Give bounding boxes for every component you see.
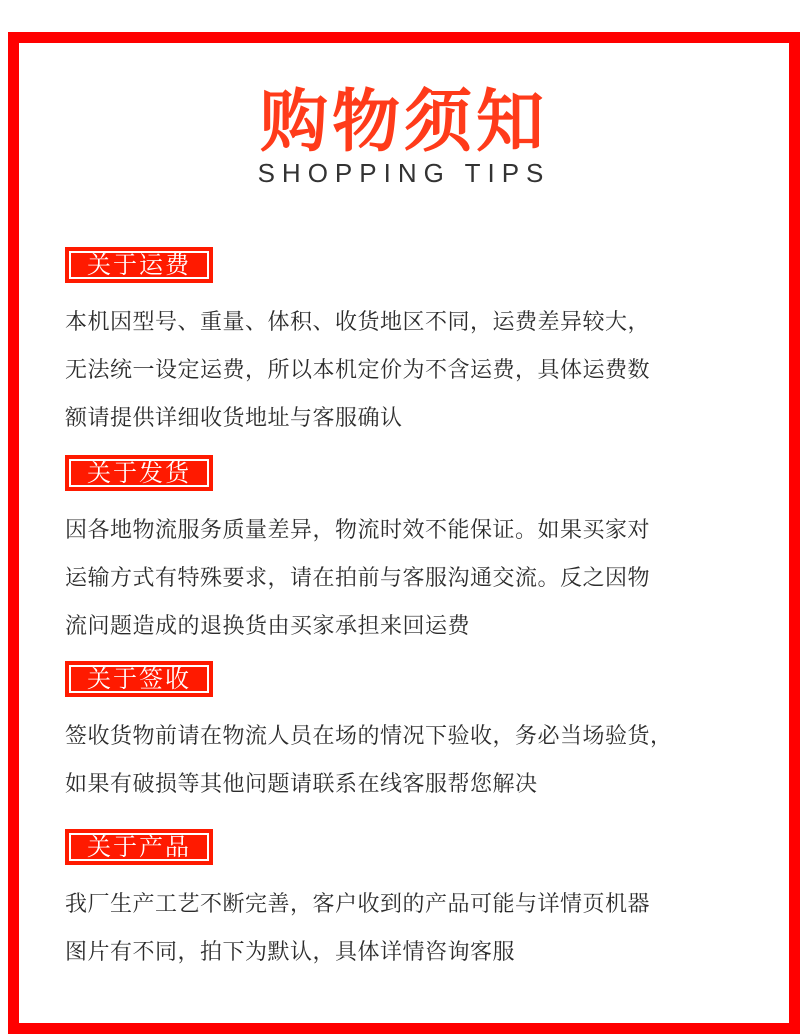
section-body-receipt — [65, 713, 765, 809]
page-title: 购物须知 — [259, 83, 548, 162]
text-line: 图片有不同，拍下为默认，具体详情咨询客服 — [65, 940, 516, 965]
text-line: 流问题造成的退换货由买家承担来回运费 — [65, 614, 471, 639]
text-line: 如果有破损等其他问题请联系在线客服帮您解决 — [65, 772, 538, 797]
section-tag-product: 关于产品 — [65, 829, 213, 865]
section-tag-receipt: 关于签收 — [65, 661, 213, 697]
text-line: 无法统一设定运费，所以本机定价为不含运费，具体运费数 — [65, 358, 651, 383]
text-line: 本机因型号、重量、体积、收货地区不同，运费差异较大， — [65, 310, 651, 335]
section-tag-shipping-fee: 关于运费 — [65, 247, 213, 283]
section-body-shipping-fee — [65, 299, 765, 443]
text-line: 因各地物流服务质量差异，物流时效不能保证。如果买家对 — [65, 518, 651, 543]
section-body-product — [65, 881, 765, 977]
text-line: 签收货物前请在物流人员在场的情况下验收，务必当场验货， — [65, 724, 673, 749]
page-subtitle: SHOPPING TIPS — [257, 158, 551, 188]
text-line: 额请提供详细收货地址与客服确认 — [65, 406, 403, 431]
text-line: 我厂生产工艺不断完善，客户收到的产品可能与详情页机器 — [65, 892, 651, 917]
text-line: 运输方式有特殊要求，请在拍前与客服沟通交流。反之因物 — [65, 566, 651, 591]
notice-frame — [8, 32, 800, 1034]
section-tag-delivery: 关于发货 — [65, 455, 213, 491]
section-body-delivery — [65, 507, 765, 651]
